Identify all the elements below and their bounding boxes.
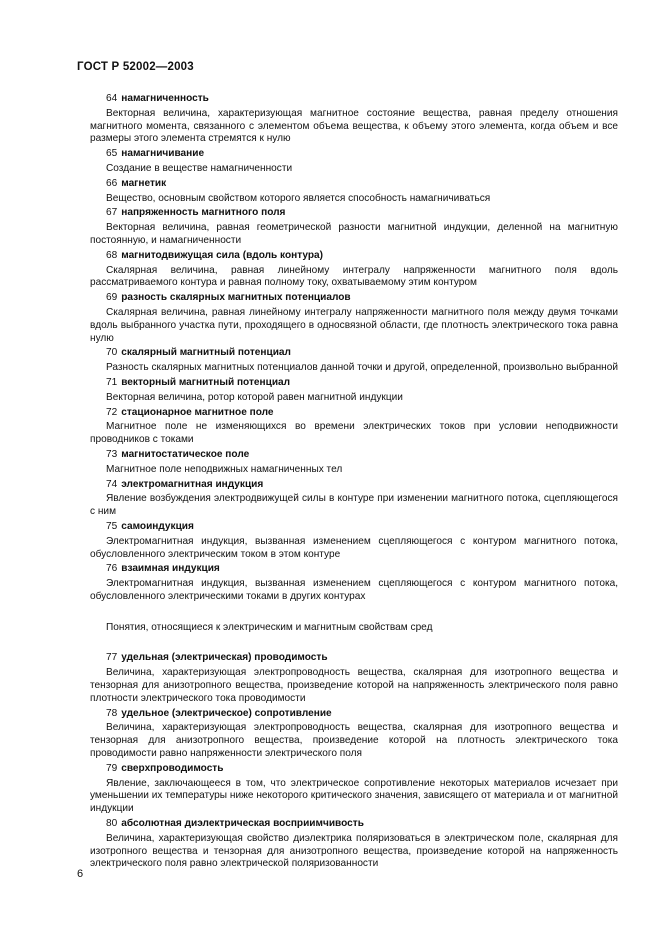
- term-entry: [90, 207, 618, 247]
- term-definition: Скалярная величина, равная линейному интегралу напряженности магнитного поля вдоль рассматриваемого контура и равная полному току, охватываемому этим контуром: [90, 264, 618, 289]
- term-name: скалярный магнитный потенциал: [121, 347, 291, 359]
- term-heading: [90, 178, 618, 191]
- term-number: 68: [106, 249, 118, 261]
- document-header: ГОСТ Р 52002—2003: [77, 61, 194, 73]
- term-name: электромагнитная индукция: [121, 478, 264, 490]
- term-entry: [90, 652, 618, 705]
- term-name: магнитодвижущая сила (вдоль контура): [121, 249, 324, 261]
- term-number: 75: [106, 520, 118, 532]
- term-heading: [90, 763, 618, 776]
- term-entry: [90, 449, 618, 477]
- term-name: намагничивание: [121, 148, 205, 160]
- term-heading: [90, 449, 618, 462]
- term-entry: [90, 250, 618, 290]
- term-heading: [90, 207, 618, 220]
- term-definition: Явление возбуждения электродвижущей силы в контуре при изменении магнитного потока, сцепляющегося с ним: [90, 493, 618, 518]
- term-heading: [90, 250, 618, 263]
- term-definition: Явление, заключающееся в том, что электрическое сопротивление некоторых материалов исчезает при уменьшении их температуры ниже некоторого критического значения, зависящего от материала и от магнитной индукции: [90, 777, 618, 815]
- term-number: 80: [106, 818, 118, 830]
- term-number: 74: [106, 478, 118, 490]
- term-entry: [90, 763, 618, 816]
- term-entry: [90, 563, 618, 603]
- term-name: взаимная индукция: [121, 563, 220, 575]
- term-name: удельная (электрическая) проводимость: [121, 652, 328, 664]
- term-definition: Векторная величина, равная геометрической разности магнитной индукции, деленной на магнитную постоянную, и намагниченности: [90, 222, 618, 246]
- term-definition: Магнитное поле неподвижных намагниченных тел: [106, 463, 343, 475]
- term-number: 66: [106, 177, 118, 189]
- term-entry: [90, 148, 618, 176]
- term-entry: [90, 479, 618, 519]
- term-name: стационарное магнитное поле: [121, 406, 274, 418]
- term-number: 77: [106, 652, 118, 664]
- term-entry: [90, 708, 618, 761]
- term-definition: Электромагнитная индукция, вызванная изменением сцепляющегося с контуром магнитного потока, обусловленного электрическими токами в других контурах: [90, 578, 618, 602]
- term-definition: Векторная величина, характеризующая магнитное состояние вещества, равная пределу отношения магнитного момента, связанного с элементом объема вещества, к объему этого элемента, когда объем и все размеры этого элемента стремятся к нулю: [90, 107, 618, 145]
- term-number: 70: [106, 347, 118, 359]
- term-heading: [90, 521, 618, 534]
- term-heading: [90, 407, 618, 420]
- document-body: [90, 92, 618, 873]
- term-number: 69: [106, 292, 118, 304]
- term-number: 64: [106, 93, 118, 104]
- term-name: абсолютная диэлектрическая восприимчивость: [121, 818, 364, 830]
- term-heading: [90, 818, 618, 831]
- term-entry: [90, 818, 618, 871]
- term-entry: [90, 377, 618, 405]
- section-heading: Понятия, относящиеся к электрическим и магнитным свойствам сред: [106, 621, 433, 633]
- term-entry: [90, 407, 618, 447]
- term-definition: Электромагнитная индукция, вызванная изменением сцепляющегося с контуром магнитного потока, обусловленного электрическим током в этом контуре: [90, 535, 618, 560]
- term-heading: [90, 148, 618, 161]
- term-entry: [90, 292, 618, 345]
- term-name: векторный магнитный потенциал: [121, 376, 291, 388]
- term-name: намагниченность: [121, 93, 209, 104]
- term-name: самоиндукция: [121, 520, 194, 532]
- term-definition: Вещество, основным свойством которого является способность намагничиваться: [106, 192, 491, 204]
- term-definition: Векторная величина, ротор которой равен магнитной индукции: [106, 391, 403, 403]
- term-number: 72: [106, 406, 118, 418]
- term-heading: [90, 708, 618, 721]
- term-definition: Магнитное поле не изменяющихся во времени электрических токов при условии неподвижности проводников с токами: [90, 421, 618, 446]
- term-number: 78: [106, 707, 118, 719]
- term-name: магнитостатическое поле: [121, 448, 250, 460]
- term-definition: Создание в веществе намагниченности: [106, 162, 293, 174]
- term-number: 67: [106, 207, 118, 219]
- term-entry: [90, 93, 618, 146]
- term-heading: [90, 377, 618, 390]
- term-entry: [90, 178, 618, 206]
- term-heading: [90, 292, 618, 305]
- page-number: 6: [77, 868, 84, 880]
- term-entry: [90, 347, 618, 375]
- term-number: 79: [106, 762, 118, 774]
- term-name: магнетик: [121, 177, 167, 189]
- term-number: 65: [106, 148, 118, 160]
- term-entry: [90, 521, 618, 561]
- term-definition: Величина, характеризующая электропроводность вещества, скалярная для изотропного вещества и тензорная для анизотропного вещества, произведение которой на плотность электрического тока проводимости равно напряженности электрического поля: [90, 722, 618, 760]
- term-definition: Разность скалярных магнитных потенциалов данной точки и другой, определенной, произвольно выбранной: [106, 362, 618, 374]
- term-name: напряженность магнитного поля: [121, 207, 286, 219]
- term-number: 73: [106, 448, 118, 460]
- terms-list-magnetic: [90, 93, 618, 604]
- term-heading: [90, 347, 618, 360]
- term-heading: [90, 563, 618, 576]
- term-number: 71: [106, 376, 118, 388]
- term-definition: Величина, характеризующая свойство диэлектрика поляризоваться в электрическом поле, скалярная для изотропного вещества и тензорная для анизотропного вещества, произведение которой на напряженность электрического поля равно электрической поляризованности: [90, 832, 618, 870]
- terms-list-properties: [90, 652, 618, 871]
- term-definition: Величина, характеризующая электропроводность вещества, скалярная для изотропного вещества и тензорная для анизотропного вещества, произведение которой на напряженность электрического поля равно плотности электрического тока проводимости: [90, 667, 618, 704]
- term-name: сверхпроводимость: [121, 762, 224, 774]
- term-name: удельное (электрическое) сопротивление: [121, 707, 332, 719]
- term-heading: [90, 652, 618, 665]
- term-number: 76: [106, 563, 118, 575]
- term-name: разность скалярных магнитных потенциалов: [121, 292, 351, 304]
- term-heading: [90, 93, 618, 106]
- term-heading: [90, 479, 618, 492]
- term-definition: Скалярная величина, равная линейному интегралу напряженности магнитного поля между двумя точками вдоль выбранного участка пути, проходящего в односвязной области, где плотность электрического тока равна нулю: [90, 306, 618, 344]
